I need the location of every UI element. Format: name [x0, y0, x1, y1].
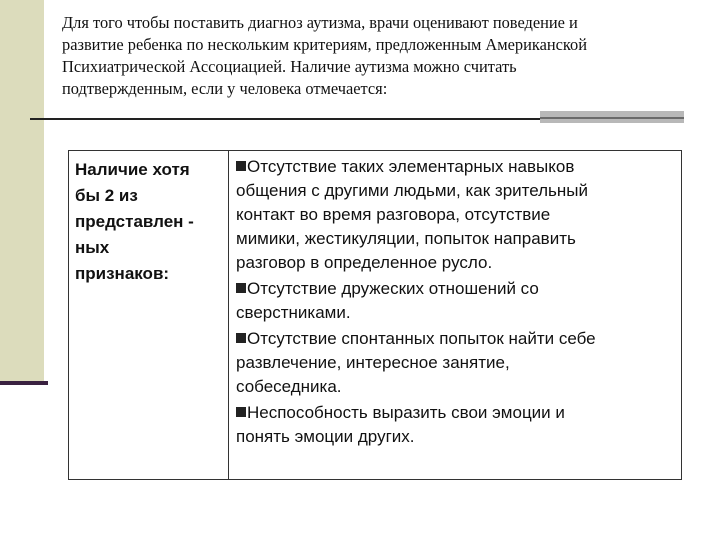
square-bullet-icon — [236, 407, 246, 417]
condition-line: Наличие хотя — [75, 160, 190, 179]
criteria-line: общения с другими людьми, как зрительный — [236, 181, 589, 200]
criteria-item — [236, 327, 675, 399]
criteria-line: контакт во время разговора, отсутствие — [236, 205, 551, 224]
intro-line: Для того чтобы поставить диагноз аутизма, врачи оценивают поведение и — [62, 13, 578, 32]
intro-paragraph — [62, 12, 712, 100]
intro-line: развитие ребенка по нескольким критериям, предложенным Американской — [62, 35, 588, 54]
condition-line: представлен - — [75, 212, 194, 231]
criteria-line: развлечение, интересное занятие, — [236, 353, 510, 372]
intro-line: Психиатрической Ассоциацией. Наличие аутизма можно считать — [62, 57, 517, 76]
condition-line: ных — [75, 238, 110, 257]
square-bullet-icon — [236, 333, 246, 343]
criteria-line: Отсутствие спонтанных попыток найти себе — [247, 329, 596, 348]
criteria-line: Отсутствие дружеских отношений со — [247, 279, 539, 298]
criteria-line: понять эмоции других. — [236, 427, 415, 446]
criteria-line: разговор в определенное русло. — [236, 253, 493, 272]
divider-line — [30, 118, 542, 120]
criteria-item — [236, 277, 675, 325]
criteria-condition-cell — [69, 151, 229, 479]
square-bullet-icon — [236, 161, 246, 171]
criteria-line: собеседника. — [236, 377, 342, 396]
condition-line: бы 2 из — [75, 186, 138, 205]
intro-line: подтвержденным, если у человека отмечается: — [62, 79, 388, 98]
criteria-line: Отсутствие таких элементарных навыков — [247, 157, 575, 176]
criteria-line: Неспособность выразить свои эмоции и — [247, 403, 565, 422]
divider-accent-block — [540, 111, 684, 123]
decorative-band-edge — [0, 381, 48, 385]
criteria-item — [236, 155, 675, 275]
square-bullet-icon — [236, 283, 246, 293]
criteria-line: мимики, жестикуляции, попыток направить — [236, 229, 576, 248]
criteria-table — [68, 150, 682, 480]
criteria-line: сверстниками. — [236, 303, 351, 322]
condition-line: признаков: — [75, 264, 170, 283]
decorative-left-band — [0, 0, 44, 383]
criteria-list-cell — [229, 151, 681, 479]
criteria-item — [236, 401, 675, 449]
